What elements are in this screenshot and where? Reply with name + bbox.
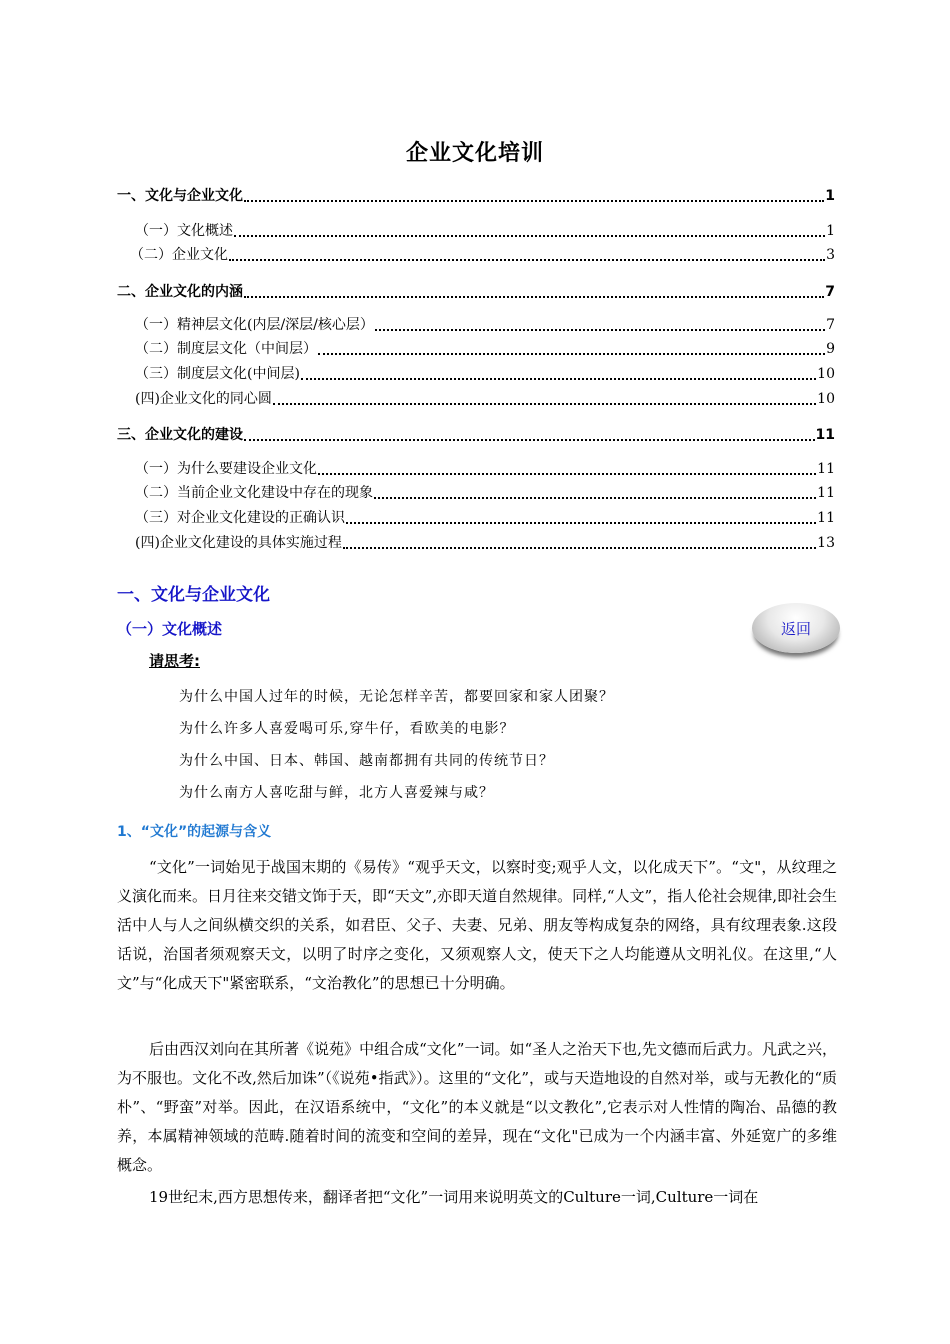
toc-entry-label: （二）当前企业文化建设中存在的现象 — [135, 485, 373, 501]
subsection-heading-origin: 1、“文化”的起源与含义 — [117, 824, 272, 840]
toc-entry-page: 11 — [817, 461, 835, 477]
toc-entry-label: （三）制度层文化(中间层) — [135, 366, 300, 382]
question-item — [149, 782, 494, 802]
document-title: 企业文化培训 — [405, 141, 544, 166]
toc-entry-label: (四)企业文化建设的具体实施过程 — [135, 535, 342, 551]
toc-leader-dots — [374, 497, 816, 499]
toc-entry-page: 7 — [826, 317, 835, 333]
section-heading: 一、文化与企业文化 — [117, 585, 270, 605]
body-paragraph: 19世纪末,西方思想传来，翻译者把“文化”一词用来说明英文的Culture一词,Culture一词在 — [149, 1188, 759, 1206]
question-item — [149, 686, 614, 706]
toc-leader-dots — [375, 329, 825, 331]
subsection-heading: （一）文化概述 — [117, 620, 223, 638]
toc-entry-label: 一、文化与企业文化 — [117, 188, 243, 204]
toc-entry-label: (四)企业文化的同心圆 — [135, 391, 272, 407]
toc-entry[interactable] — [117, 424, 835, 446]
toc-entry[interactable] — [130, 244, 835, 266]
toc-entry-label: （一）精神层文化(内层/深层/核心层） — [135, 317, 374, 333]
toc-entry-page: 3 — [826, 247, 835, 263]
toc-leader-dots — [244, 200, 824, 202]
think-label: 请思考: — [149, 652, 200, 670]
question-text: 为什么中国、日本、韩国、越南都拥有共同的传统节日？ — [179, 753, 554, 769]
toc-entry-label: 二、企业文化的内涵 — [117, 284, 243, 300]
question-text: 为什么中国人过年的时候，无论怎样辛苦，都要回家和家人团聚？ — [179, 689, 614, 705]
toc-leader-dots — [244, 296, 824, 298]
toc-entry[interactable] — [135, 507, 835, 529]
question-item — [149, 750, 554, 770]
question-item — [149, 718, 514, 738]
body-paragraph: “文化”一词始见于战国末期的《易传》“观乎天文，以察时变;观乎人文，以化成天下”。“文"，从纹理之义演化而来。日月往来交错文饰于天，即“天文”,亦即天道自然规律。同样,“人文”，指人伦社会规律,即社会生活中人与人之间纵横交织的关系，如君臣、父子、夫妻、兄弟、朋友等构成复杂的网络，具有纹理表象.这段话说，治国者须观察天文，以明了时序之变化，又须观察人文，使天下之人均能遵从文明礼仪。在这里,“人文”与“化成天下"紧密联系，“文治教化”的思想已十分明确。 — [117, 858, 837, 992]
toc-leader-dots — [229, 259, 825, 261]
toc-leader-dots — [234, 235, 825, 237]
toc-entry[interactable] — [135, 363, 835, 385]
toc-leader-dots — [318, 353, 825, 355]
toc-leader-dots — [318, 473, 816, 475]
toc-entry-page: 10 — [817, 366, 835, 382]
toc-entry[interactable] — [135, 388, 835, 410]
toc-entry-label: （二）制度层文化（中间层） — [135, 341, 317, 357]
toc-leader-dots — [301, 378, 816, 380]
toc-entry[interactable] — [135, 338, 835, 360]
toc-entry-page: 10 — [817, 391, 835, 407]
toc-entry[interactable] — [135, 458, 835, 480]
toc-entry[interactable] — [135, 220, 835, 242]
toc-entry-label: （一）文化概述 — [135, 223, 233, 239]
toc-leader-dots — [346, 522, 816, 524]
toc-entry-page: 7 — [825, 284, 835, 300]
toc-entry[interactable] — [135, 532, 835, 554]
toc-entry-page: 9 — [826, 341, 835, 357]
toc-entry-page: 11 — [817, 510, 835, 526]
toc-entry-page: 13 — [817, 535, 835, 551]
back-button-label: 返回 — [780, 619, 811, 638]
question-text: 为什么许多人喜爱喝可乐,穿牛仔，看欧美的电影？ — [179, 721, 515, 737]
toc-entry[interactable] — [117, 185, 835, 207]
toc-entry-label: 三、企业文化的建设 — [117, 427, 243, 443]
toc-entry-label: （一）为什么要建设企业文化 — [135, 461, 317, 477]
toc-entry[interactable] — [117, 281, 835, 303]
toc-entry[interactable] — [135, 482, 835, 504]
back-button[interactable] — [752, 603, 840, 653]
toc-entry-page: 11 — [815, 427, 835, 443]
toc-leader-dots — [244, 439, 815, 441]
toc-entry[interactable] — [135, 314, 835, 336]
toc-entry-page: 1 — [825, 188, 835, 204]
toc-entry-label: （三）对企业文化建设的正确认识 — [135, 510, 345, 526]
toc-entry-label: （二）企业文化 — [130, 247, 228, 263]
body-paragraph: 后由西汉刘向在其所著《说苑》中组合成“文化”一词。如“圣人之治天下也,先文德而后武力。凡武之兴，为不服也。文化不改,然后加诛”（《说苑•指武》）。这里的“文化”，或与天造地设的自然对举，或与无教化的“质朴”、“野蛮”对举。因此，在汉语系统中，“文化”的本义就是“以文教化”,它表示对人性情的陶冶、品德的教养，本属精神领域的范畴.随着时间的流变和空间的差异，现在“文化"已成为一个内涵丰富、外延宽广的多维概念。 — [117, 1040, 837, 1174]
toc-leader-dots — [343, 547, 816, 549]
toc-entry-page: 11 — [817, 485, 835, 501]
toc-entry-page: 1 — [826, 223, 835, 239]
toc-leader-dots — [273, 403, 816, 405]
question-text: 为什么南方人喜吃甜与鲜，北方人喜爱辣与咸？ — [179, 785, 494, 801]
